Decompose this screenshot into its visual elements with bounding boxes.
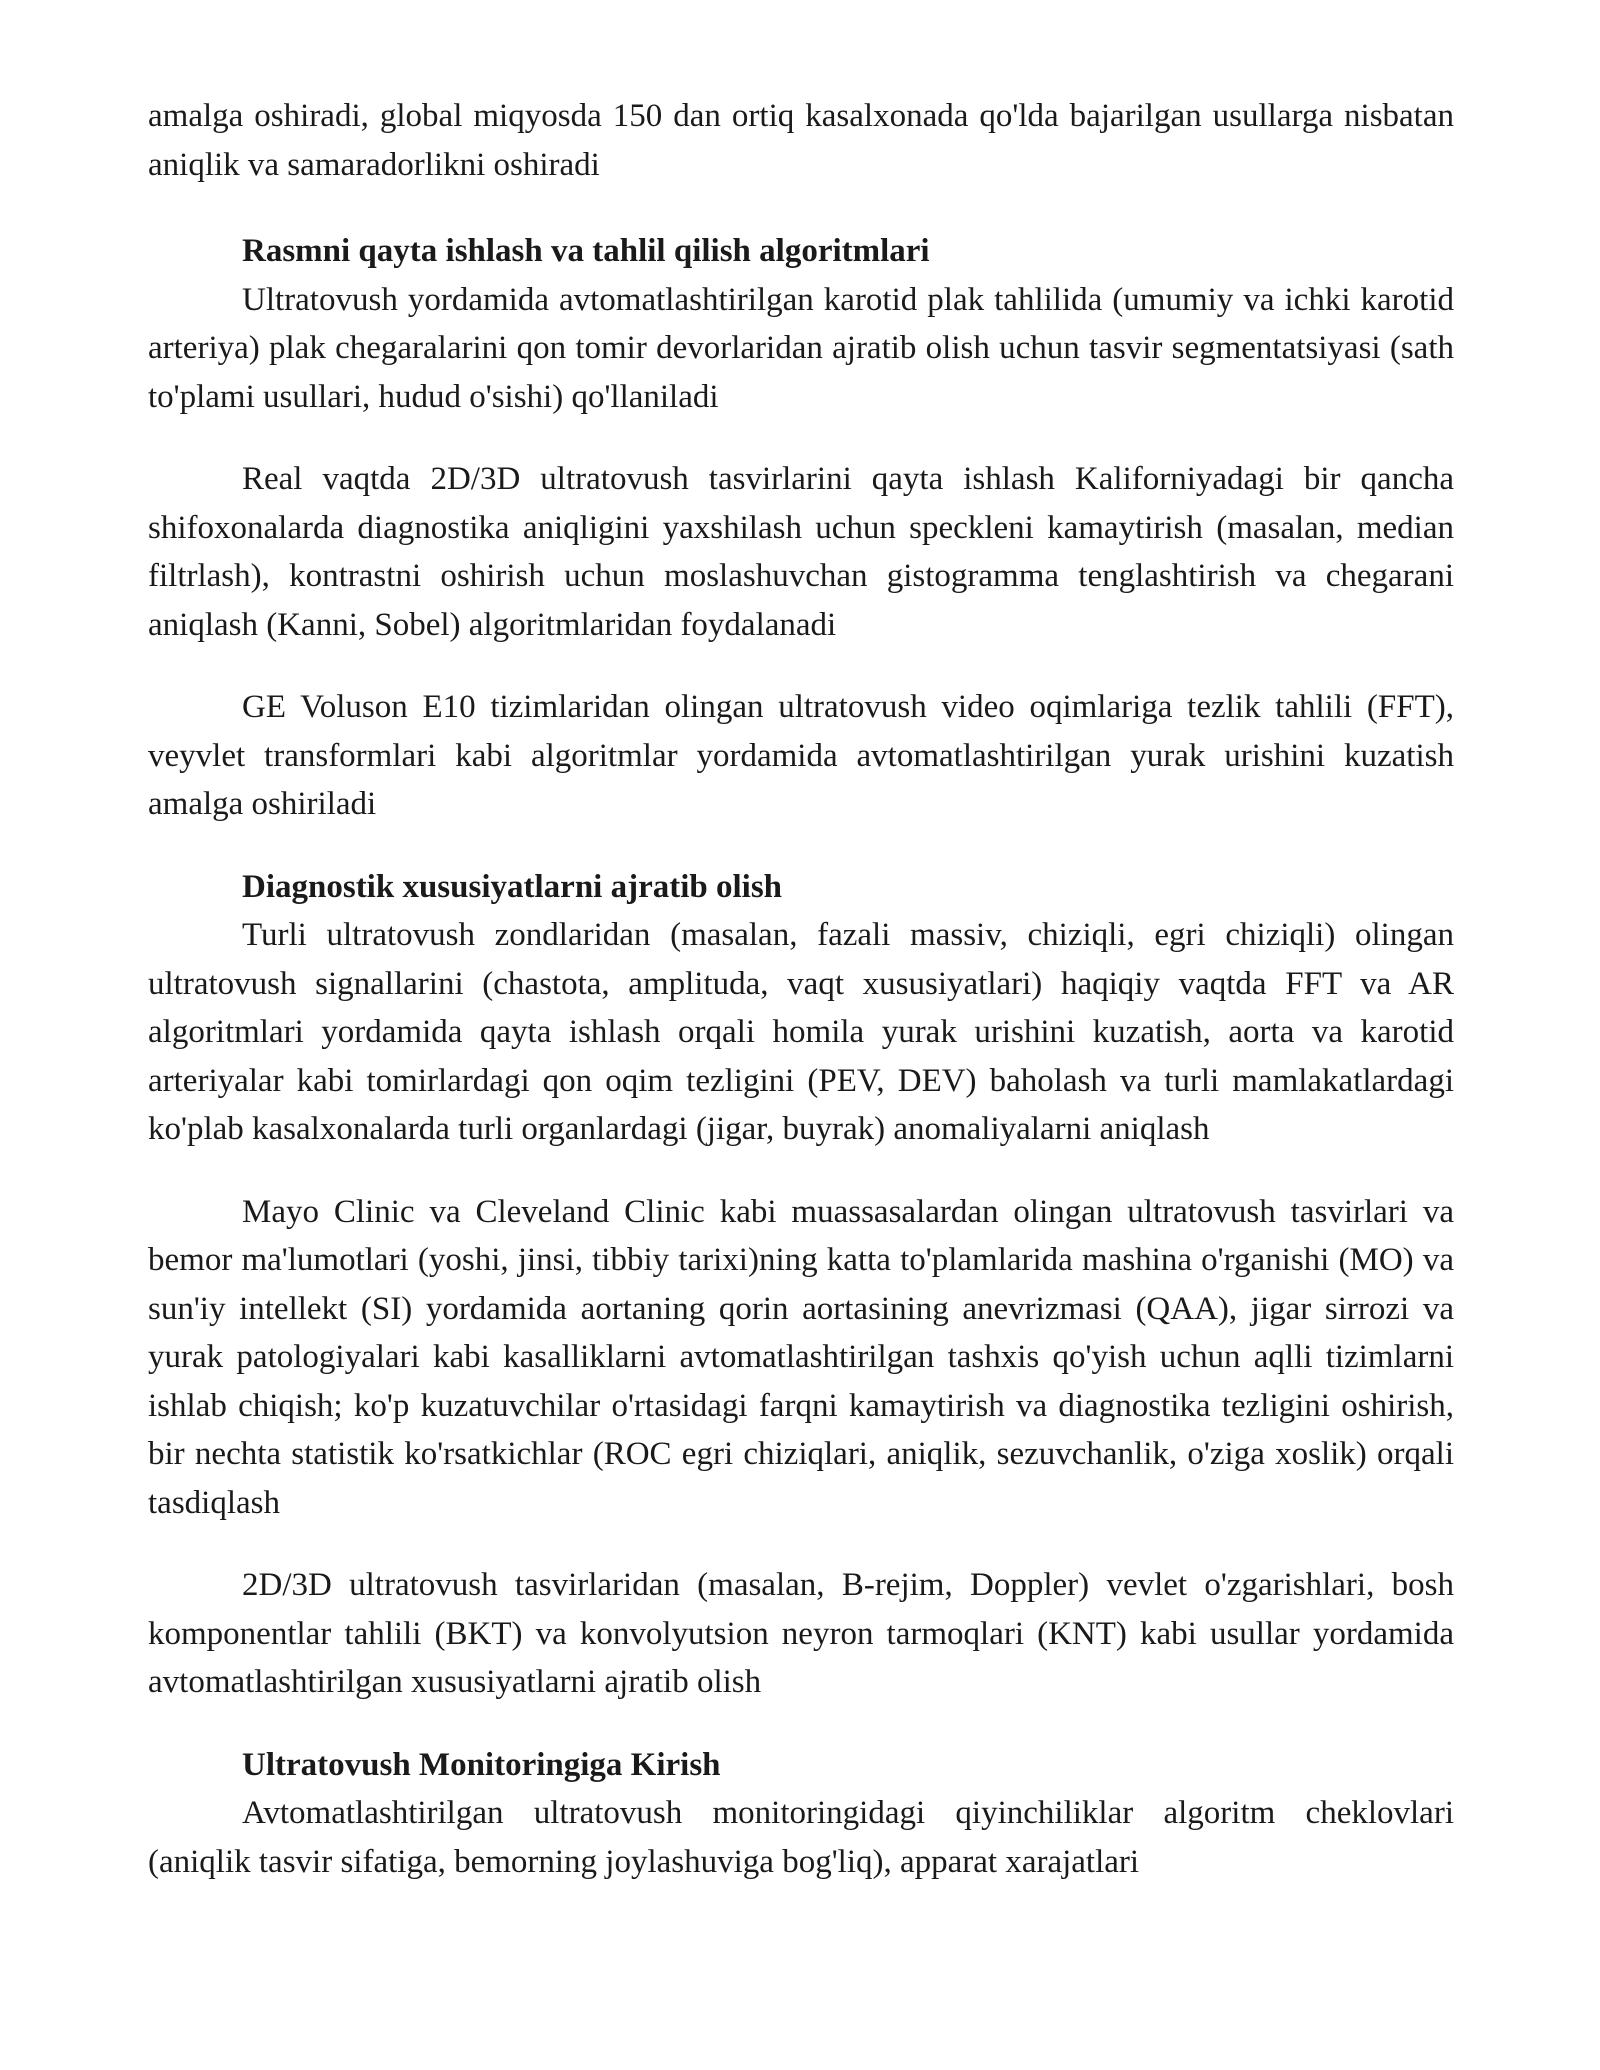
heading-monitoring-intro: Ultratovush Monitoringiga Kirish	[242, 1746, 721, 1783]
paragraph-continued: amalga oshiradi, global miqyosda 150 dan ortiq kasalxonada qo'lda bajarilgan usullarga nisbatan aniqlik va samaradorlikni oshiradi	[148, 98, 1454, 183]
paragraph-realtime-processing: Real vaqtda 2D/3D ultratovush tasvirlarini qayta ishlash Kaliforniyadagi bir qancha shifoxonalarda diagnostika aniqligini yaxshilash uchun speckleni kamaytirish (masalan, median filtrlash), kontrastni oshirish uchun moslashuvchan gistogramma tenglashtirish va chegarani aniqlash (Kanni, Sobel) algoritmlaridan foydalanadi	[148, 461, 1454, 643]
document-page	[148, 92, 1454, 1886]
heading-image-processing: Rasmni qayta ishlash va tahlil qilish algoritmlari	[242, 233, 930, 269]
paragraph-monitoring-challenges: Avtomatlashtirilgan ultratovush monitoringidagi qiyinchiliklar algoritm cheklovlari (aniqlik tasvir sifatiga, bemorning joylashuviga bog'liq), apparat xarajatlari	[148, 1795, 1454, 1880]
paragraph-carotid-plaque: Ultratovush yordamida avtomatlashtirilgan karotid plak tahlilida (umumiy va ichki karotid arteriya) plak chegaralarini qon tomir devorlaridan ajratib olish uchun tasvir segmentatsiyasi (sath to'plami usullari, hudud o'sishi) qo'llaniladi	[148, 281, 1454, 415]
heading-diagnostic-features: Diagnostik xususiyatlarni ajratib olish	[242, 868, 783, 905]
paragraph-machine-learning: Mayo Clinic va Cleveland Clinic kabi muassasalardan olingan ultratovush tasvirlari va bemor ma'lumotlari (yoshi, jinsi, tibbiy tarixi)ning katta to'plamlarida mashina o'rganishi (MO) va sun'iy intellekt (SI) yordamida aortaning qorin aortasining anevrizmasi (QAA), jigar sirrozi va yurak patologiyalari kabi kasalliklarni avtomatlashtirilgan tashxis qo'yish uchun aqlli tizimlarni ishlab chiqish; ko'p kuzatuvchilar o'rtasidagi farqni kamaytirish va diagnostika tezligini oshirish, bir nechta statistik ko'rsatkichlar (ROC egri chiziqlari, aniqlik, sezuvchanlik, o'ziga xoslik) orqali tasdiqlash	[148, 1193, 1454, 1521]
paragraph-heartbeat-tracking: GE Voluson E10 tizimlaridan olingan ultratovush video oqimlariga tezlik tahlili (FFT), veyvlet transformlari kabi algoritmlar yordamida avtomatlashtirilgan yurak urishini kuzatish amalga oshiriladi	[148, 689, 1454, 822]
paragraph-signal-processing: Turli ultratovush zondlaridan (masalan, fazali massiv, chiziqli, egri chiziqli) olingan ultratovush signallarini (chastota, amplituda, vaqt xususiyatlari) haqiqiy vaqtda FFT va AR algoritmlari yordamida qayta ishlash orqali homila yurak urishini kuzatish, aorta va karotid arteriyalar kabi tomirlardagi qon oqim tezligini (PEV, DEV) baholash va turli mamlakatlardagi ko'plab kasalxonalarda turli organlardagi (jigar, buyrak) anomaliyalarni aniqlash	[148, 917, 1454, 1147]
paragraph-feature-extraction: 2D/3D ultratovush tasvirlaridan (masalan, B-rejim, Doppler) vevlet o'zgarishlari, bosh komponentlar tahlili (BKT) va konvolyutsion neyron tarmoqlari (KNT) kabi usullar yordamida avtomatlashtirilgan xususiyatlarni ajratib olish	[148, 1567, 1454, 1700]
